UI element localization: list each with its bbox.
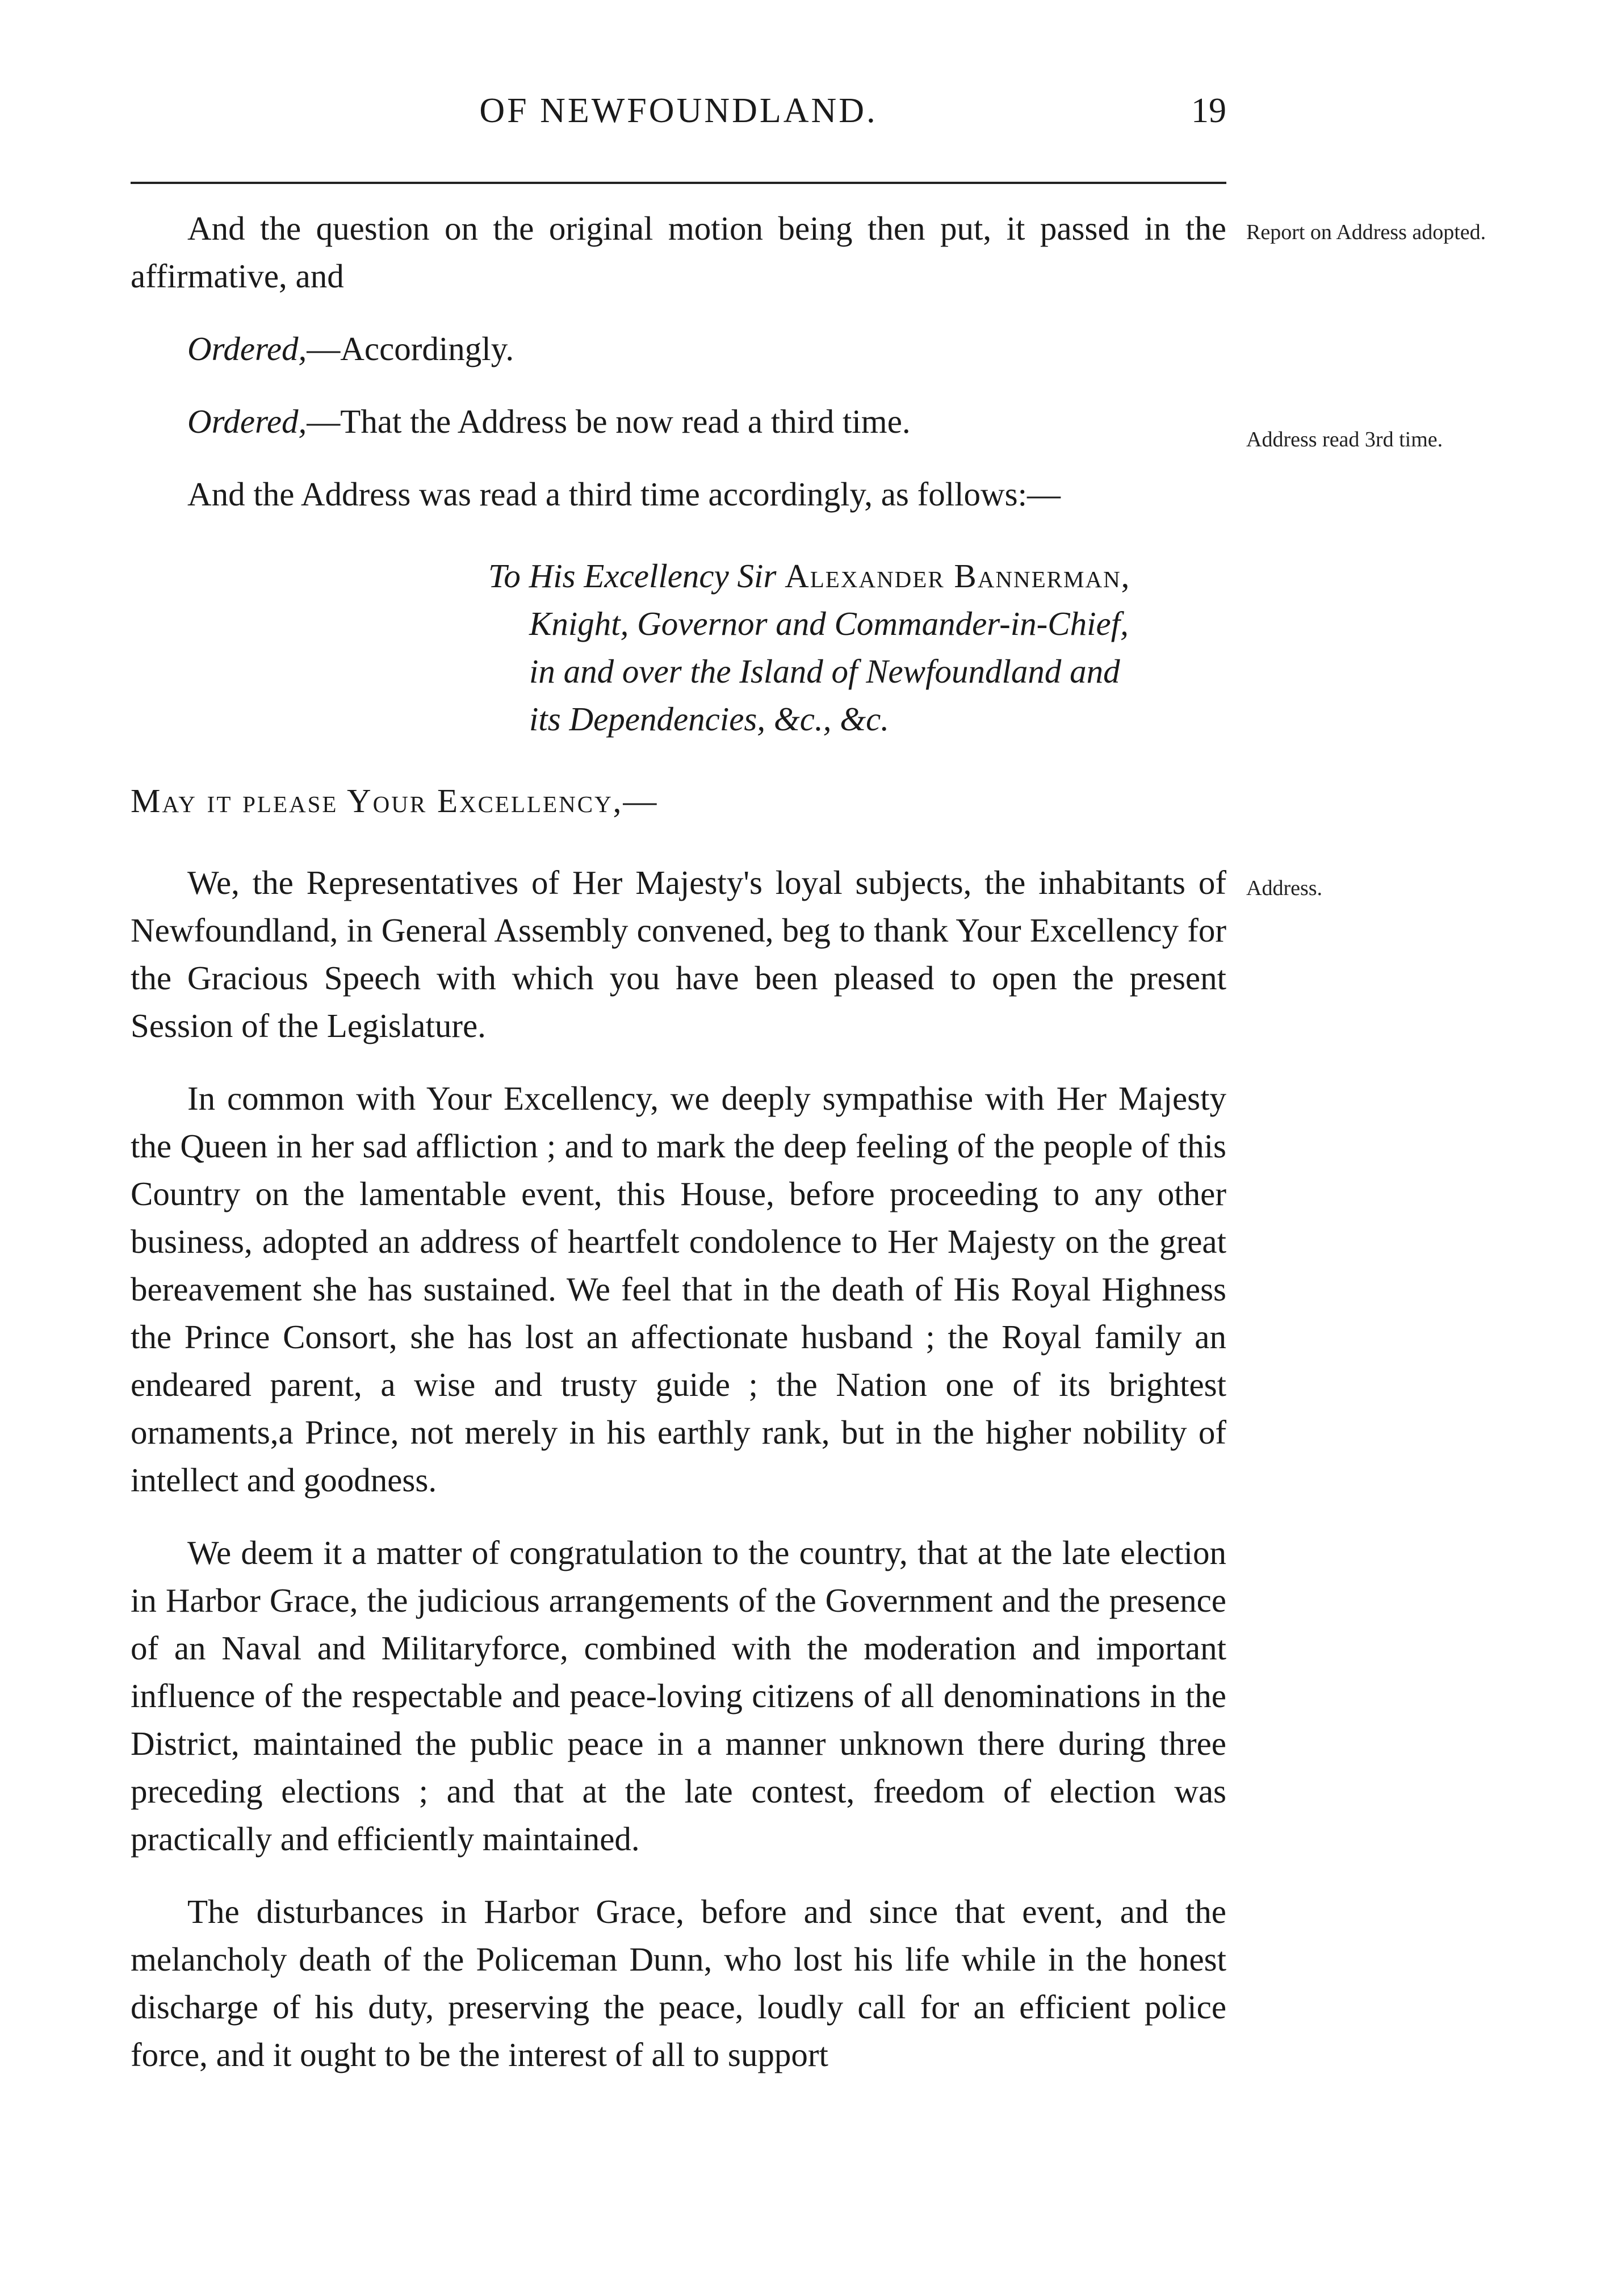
body-text xyxy=(131,204,1226,2103)
ordered-label: Ordered, xyxy=(187,330,307,367)
address-paragraph-sympathy: In common with Your Excellency, we deeply sympathise with Her Majesty the Queen in her sad affliction ; and to mark the deep feeling of the people of this Country on the lamentable event, this House, before proceeding to any other business, adopted an address of heartfelt condolence to Her Majesty on the great bereavement she has sustained. We feel that in the death of His Royal Highness the Prince Consort, she has lost an affectionate husband ; the Royal family an endeared parent, a wise and trusty guide ; the Nation one of its brightest ornaments,a Prince, not merely in his earthly rank, but in the higher nobility of intellect and goodness. xyxy=(131,1080,1226,1499)
address-paragraph-thanks: We, the Representatives of Her Majesty's loyal subjects, the inhabitants of Newfoundland, in General Assembly convened, beg to thank Your Excellency for the Gracious Speech with which you have been pleased to open the present Session of the Legislature. xyxy=(131,864,1226,1044)
ordered-text: —That the Address be now read a third time. xyxy=(307,403,911,440)
recipient-line-2: Knight, Governor and Commander-in-Chief, xyxy=(529,605,1129,642)
margin-note-address: Address. xyxy=(1246,876,1323,900)
recipient-line-4: its Dependencies, &c., &c. xyxy=(529,700,890,738)
ordered-text: —Accordingly. xyxy=(307,330,514,367)
margin-note-third-reading: Address read 3rd time. xyxy=(1246,428,1443,451)
address-paragraph-election: We deem it a matter of congratulation to the country, that at the late election in Harbor Grace, the judicious arrangements of the Government and the presence of an Naval and Militaryforce, combined with the moderation and important influence of the respectable and peace-loving citizens of all denominations in the District, maintained the public peace in a manner unknown there during three preceding elections ; and that at the late contest, freedom of election was practically and efficiently maintained. xyxy=(131,1534,1226,1858)
recipient-name: Alexander Bannerman, xyxy=(785,557,1131,595)
recipient-prefix: To His Excellency Sir xyxy=(488,557,785,595)
header-rule xyxy=(131,182,1226,184)
recipient-line-1 xyxy=(488,552,1226,600)
running-title: OF NEWFOUNDLAND. xyxy=(479,91,878,130)
page-header xyxy=(131,85,1226,136)
address-paragraph-disturbances: The disturbances in Harbor Grace, before and since that event, and the melancholy death of the Policeman Dunn, who lost his life while in the honest discharge of his duty, preserving the peace, loudly call for an efficient police force, and it ought to be the interest of all to support xyxy=(131,1893,1226,2073)
salutation: May it please Your Excellency,— xyxy=(131,782,659,819)
paragraph-address-read: And the Address was read a third time accordingly, as follows:— xyxy=(187,475,1061,513)
recipient-line-3: in and over the Island of Newfoundland and xyxy=(529,653,1120,690)
page-number: 19 xyxy=(1191,91,1226,130)
margin-note-report-adopted: Report on Address adopted. xyxy=(1246,220,1486,244)
paragraph-question-passed: And the question on the original motion being then put, it passed in the affirmative, and xyxy=(131,210,1226,295)
address-recipient xyxy=(488,552,1226,743)
ordered-label: Ordered, xyxy=(187,403,307,440)
paragraph-ordered-third-reading xyxy=(131,398,1226,445)
paragraph-ordered-accordingly xyxy=(131,325,1226,373)
